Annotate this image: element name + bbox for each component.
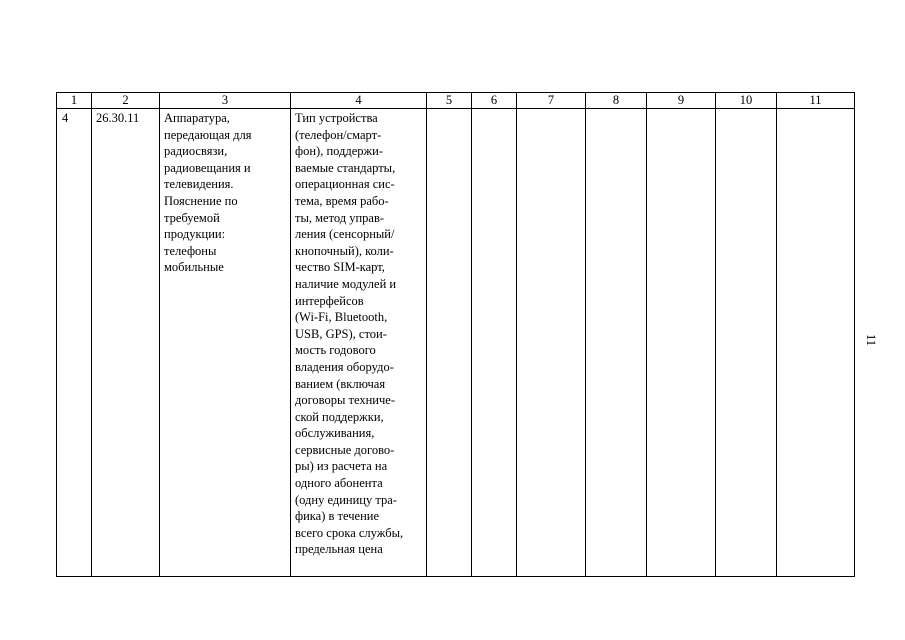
header-cell-11: 11 (777, 93, 855, 109)
header-cell-7: 7 (517, 93, 586, 109)
table-cell-5 (427, 109, 472, 577)
table-cell-10 (716, 109, 777, 577)
okpd-code-cell: 26.30.11 (92, 109, 160, 577)
header-cell-2: 2 (92, 93, 160, 109)
header-cell-3: 3 (160, 93, 291, 109)
header-cell-1: 1 (57, 93, 92, 109)
header-cell-10: 10 (716, 93, 777, 109)
product-name-cell: Аппаратура, передающая для радиосвязи, радиовещания и телевидения. Пояснение по требуемой продукции: телефоны мобильные (160, 109, 291, 577)
header-row (57, 93, 855, 109)
header-cell-9: 9 (647, 93, 716, 109)
table-cell-7 (517, 109, 586, 577)
header-cell-8: 8 (586, 93, 647, 109)
page-number: 11 (864, 333, 878, 347)
table-cell-6 (472, 109, 517, 577)
table-cell-11 (777, 109, 855, 577)
table-row (57, 109, 855, 577)
row-number-cell: 4 (57, 109, 92, 577)
requirements-table (56, 92, 855, 577)
header-cell-5: 5 (427, 93, 472, 109)
table-cell-9 (647, 109, 716, 577)
header-cell-4: 4 (291, 93, 427, 109)
header-cell-6: 6 (472, 93, 517, 109)
characteristics-cell: Тип устройства (телефон/смарт- фон), поддержи- ваемые стандарты, операционная сис- тема, время рабо- ты, метод управ- ления (сенсорный/ кнопочный), коли- чество SIM-карт, наличие модулей и интерфейсов (Wi-Fi, Bluetooth, USB, GPS), стои- мость годового владения оборудо- ванием (включая договоры техниче- ской поддержки, обслуживания, сервисные догово- ры) из расчета на одного абонента (одну единицу тра- фика) в течение всего срока службы, предельная цена (291, 109, 427, 577)
table-cell-8 (586, 109, 647, 577)
